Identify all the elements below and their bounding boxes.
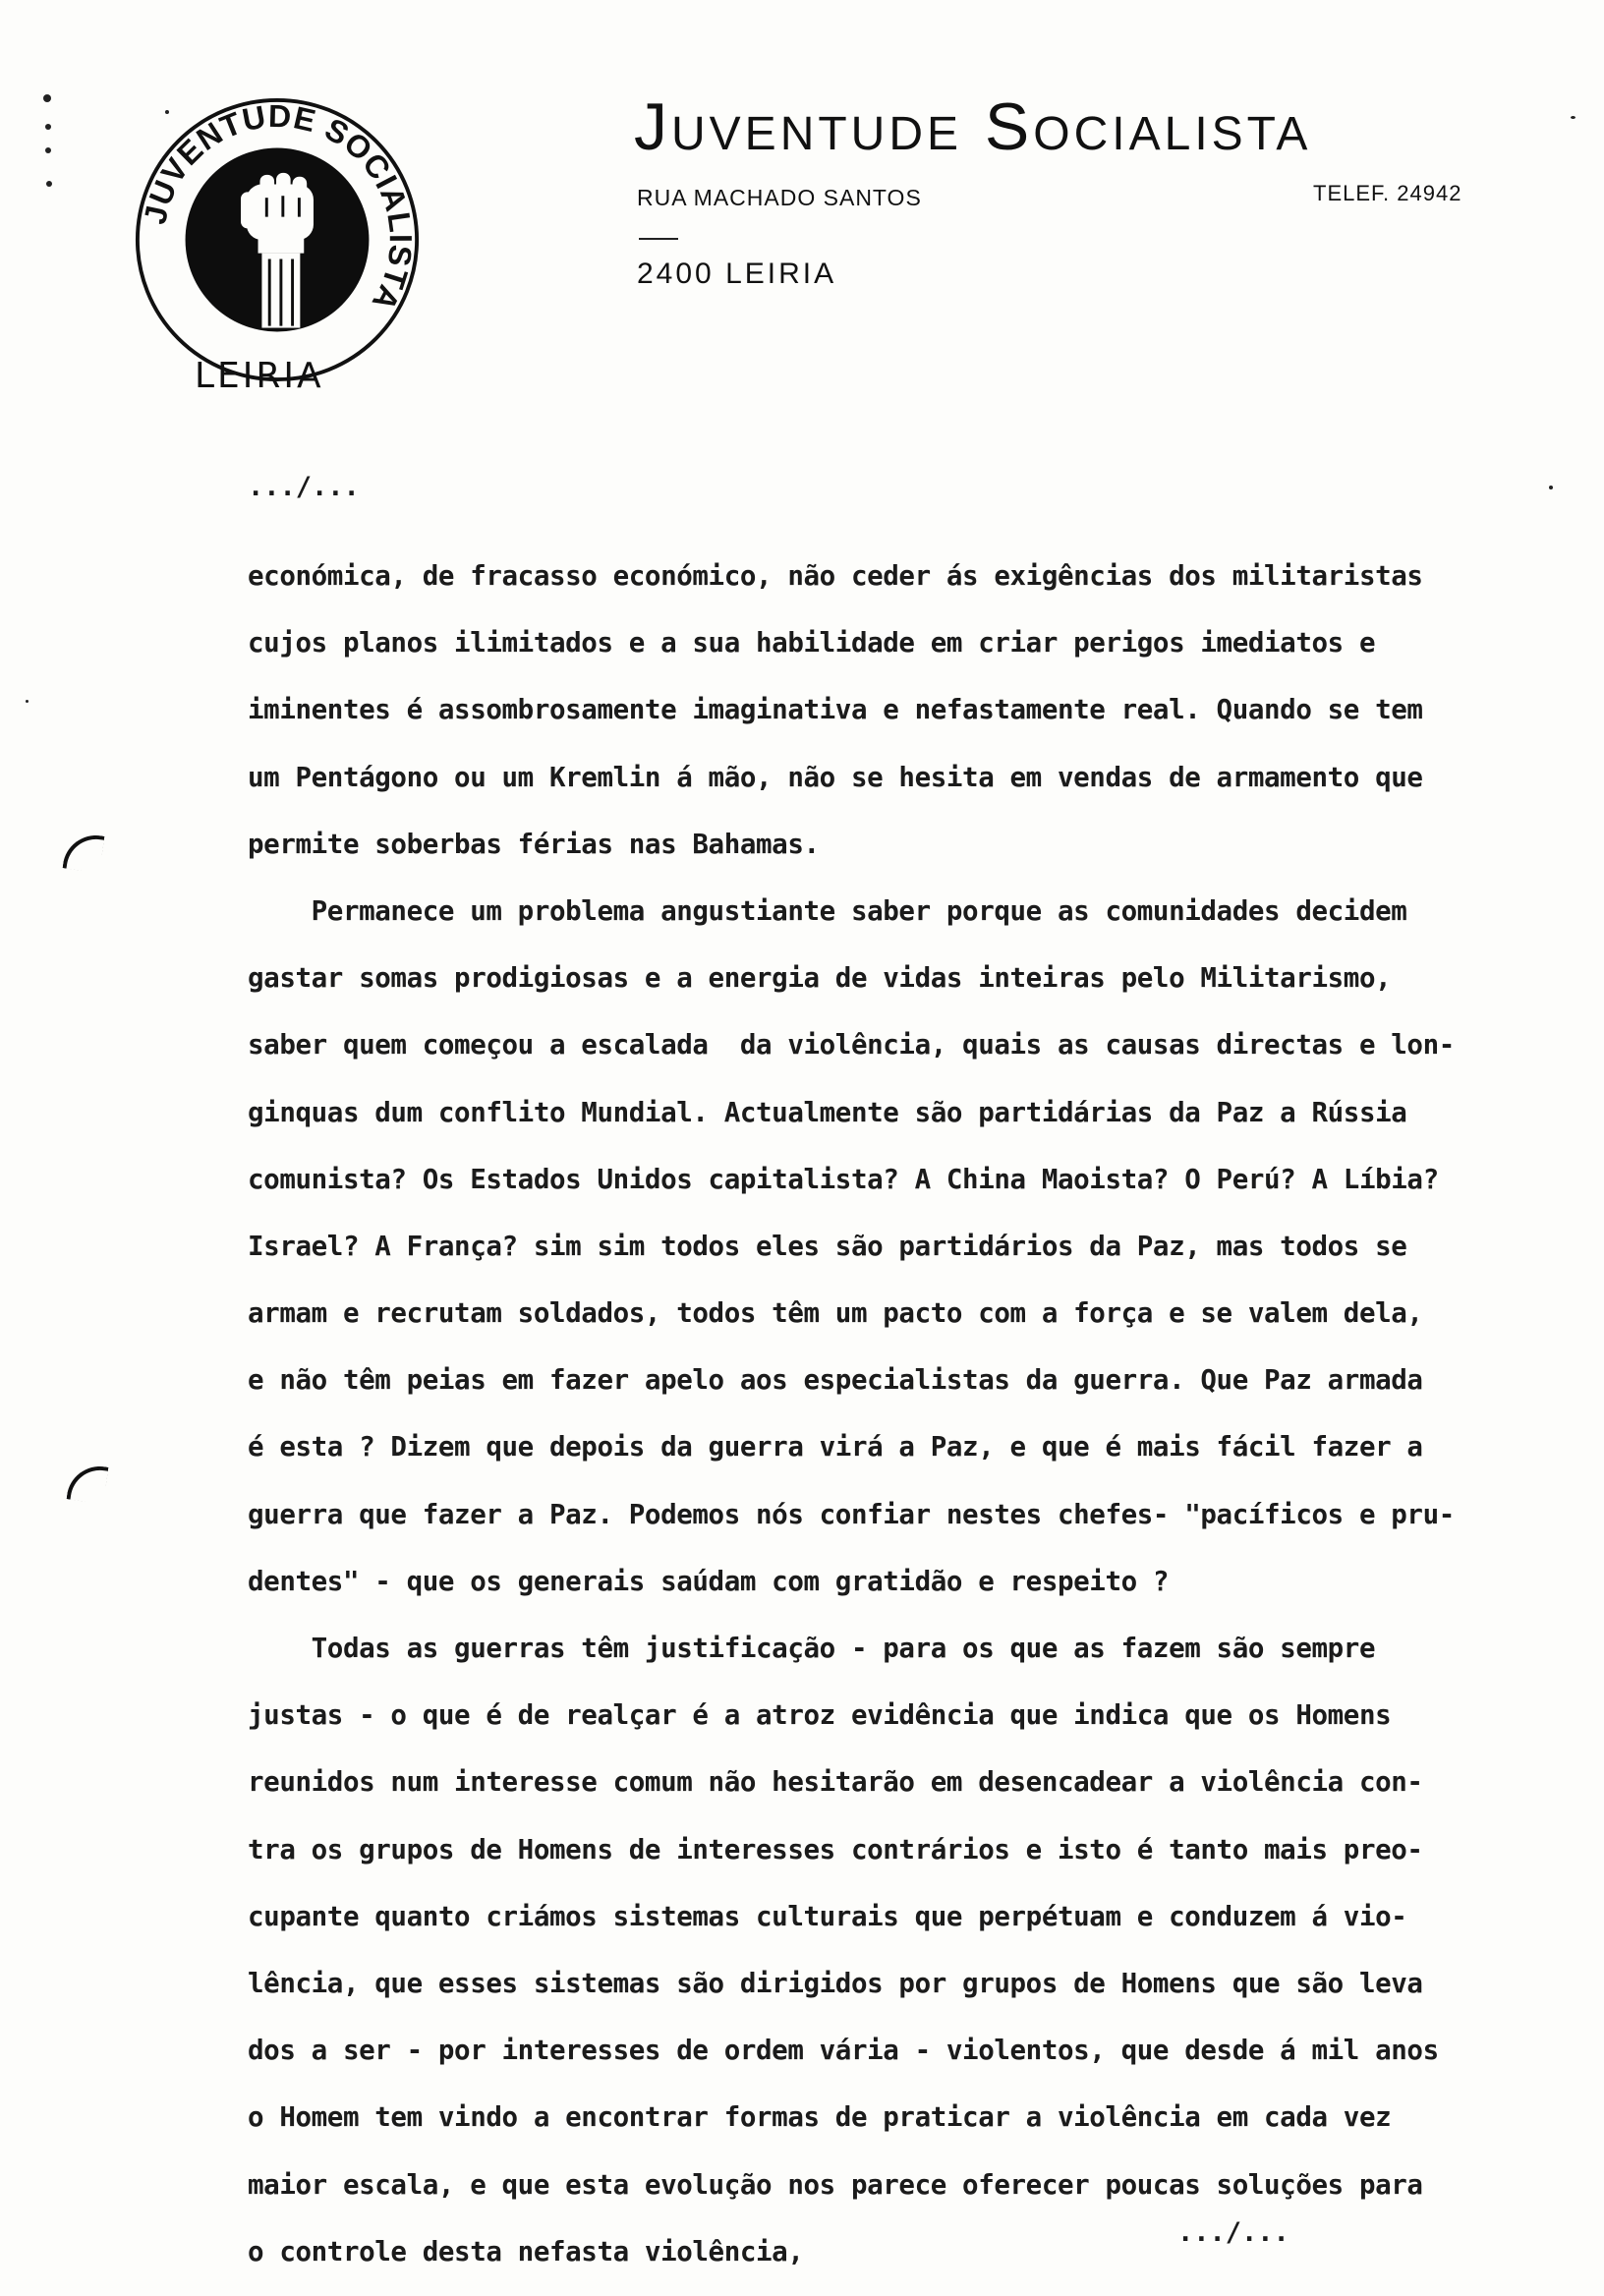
body-line: o Homem tem vindo a encontrar formas de praticar a violência em cada vez (248, 2101, 1392, 2134)
logo-city-label: LEIRIA (195, 356, 324, 396)
body-line: o controle desta nefasta violência, (248, 2235, 804, 2267)
body-line: dos a ser - por interesses de ordem vária - violentos, que desde á mil anos (248, 2035, 1439, 2067)
organization-logo (134, 96, 421, 383)
punch-hole-mark (67, 1463, 109, 1505)
body-line: económica, de fracasso económico, não ceder ás exigências dos militaristas (248, 560, 1423, 592)
logo-emblem (134, 96, 421, 383)
punch-hole-mark (63, 832, 105, 874)
speck (1571, 116, 1575, 119)
logo-ring-text: JUVENTUDE SOCIALISTA (137, 97, 420, 317)
body-line: saber quem começou a escalada da violência, quais as causas directas e lon- (248, 1029, 1455, 1062)
continuation-mark-bottom: .../... (1177, 2217, 1289, 2248)
body-line: gastar somas prodigiosas e a energia de vidas inteiras pelo Militarismo, (248, 962, 1392, 995)
body-line: Israel? A França? sim sim todos eles são partidários da Paz, mas todos se (248, 1230, 1407, 1262)
speck (45, 124, 51, 130)
organization-street: RUA MACHADO SANTOS (637, 185, 922, 210)
body-line: permite soberbas férias nas Bahamas. (248, 828, 820, 860)
body-line: maior escala, e que esta evolução nos parece oferecer poucas soluções para (248, 2168, 1423, 2201)
body-line: iminentes é assombrosamente imaginativa e nefastamente real. Quando se tem (248, 694, 1423, 726)
body-line: e não têm peias em fazer apelo aos especialistas da guerra. Que Paz armada (248, 1364, 1423, 1397)
letter-body (248, 552, 1594, 2295)
body-line: Todas as guerras têm justificação - para os que as fazem são sempre (248, 1633, 1376, 1664)
organization-name: Juventude Socialista (634, 89, 1312, 164)
body-line: lência, que esses sistemas são dirigidos por grupos de Homens que são leva (248, 1967, 1423, 1999)
body-line: um Pentágono ou um Kremlin á mão, não se hesita em vendas de armamento que (248, 761, 1423, 793)
organization-phone: TELEF. 24942 (1313, 181, 1462, 205)
speck (45, 147, 51, 153)
speck (46, 181, 52, 187)
body-line: é esta ? Dizem que depois da guerra virá a Paz, e que é mais fácil fazer a (248, 1431, 1423, 1464)
address-divider (639, 238, 678, 240)
organization-city: 2400 LEIRIA (637, 258, 837, 290)
body-line: comunista? Os Estados Unidos capitalista? A China Maoista? O Perú? A Líbia? (248, 1163, 1439, 1195)
body-line: dentes" - que os generais saúdam com gratidão e respeito ? (248, 1565, 1170, 1597)
speck (165, 110, 169, 114)
body-line: justas - o que é de realçar é a atroz evidência que indica que os Homens (248, 1699, 1392, 1732)
body-line: cujos planos ilimitados e a sua habilidade em criar perigos imediatos e (248, 627, 1376, 660)
body-line: cupante quanto criámos sistemas culturais que perpétuam e conduzem á vio- (248, 1900, 1407, 1932)
body-line: reunidos num interesse comum não hesitarão em desencadear a violência con- (248, 1766, 1423, 1799)
body-line: ginquas dum conflito Mundial. Actualmente são partidárias da Paz a Rússia (248, 1096, 1407, 1128)
body-line: armam e recrutam soldados, todos têm um pacto com a força e se valem dela, (248, 1297, 1423, 1330)
continuation-mark-top: .../... (248, 472, 360, 502)
speck (26, 700, 29, 703)
speck (43, 94, 51, 102)
body-line: Permanece um problema angustiante saber porque as comunidades decidem (248, 894, 1407, 927)
speck (1549, 486, 1553, 489)
body-line: tra os grupos de Homens de interesses contrários e isto é tanto mais preo- (248, 1833, 1423, 1866)
body-line: guerra que fazer a Paz. Podemos nós confiar nestes chefes- "pacíficos e pru- (248, 1498, 1455, 1530)
